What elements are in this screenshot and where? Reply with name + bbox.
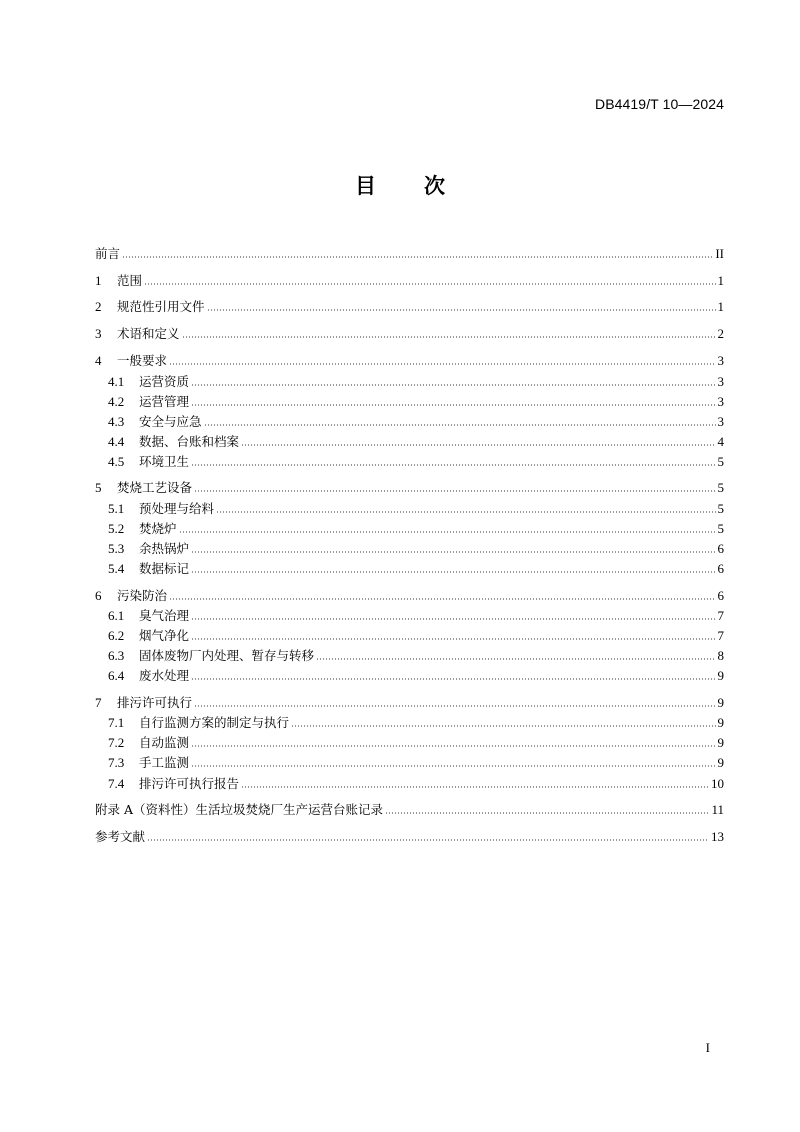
toc-entry-page: 1 xyxy=(717,299,724,314)
dot-leader xyxy=(194,490,715,492)
dot-leader xyxy=(169,598,715,600)
toc-entry-number: 5.4 xyxy=(108,561,125,576)
toc-entry-label: 规范性引用文件 xyxy=(117,299,205,314)
dot-leader xyxy=(216,511,715,513)
toc-entry[interactable] xyxy=(95,351,724,371)
toc-entry-page: 6 xyxy=(717,561,724,576)
toc-entry-number: 5.1 xyxy=(108,501,125,516)
toc-entry-number: 7 xyxy=(95,695,102,710)
toc-entry-label: 自动监测 xyxy=(139,735,190,750)
dot-leader xyxy=(144,283,715,285)
dot-leader xyxy=(122,256,713,258)
toc-entry-page: 5 xyxy=(717,454,724,469)
toc-entry-label: 固体废物厂内处理、暂存与转移 xyxy=(139,648,315,663)
toc-entry-page: 3 xyxy=(717,414,724,429)
toc-entry-number: 6.1 xyxy=(108,608,125,623)
dot-leader xyxy=(169,363,715,365)
dot-leader xyxy=(241,444,715,446)
page-number: I xyxy=(705,1040,710,1055)
toc-entry-number: 4.2 xyxy=(108,394,125,409)
toc-entry[interactable] xyxy=(108,733,724,753)
toc-entry[interactable] xyxy=(108,539,724,559)
toc-entry-label: 焚烧工艺设备 xyxy=(117,480,193,495)
toc-entry-number: 4.3 xyxy=(108,414,125,429)
dot-leader xyxy=(191,404,715,406)
toc-entry-number: 5.2 xyxy=(108,521,125,536)
toc-entry-label: 术语和定义 xyxy=(117,326,180,341)
dot-leader xyxy=(147,839,709,841)
dot-leader xyxy=(204,424,716,426)
dot-leader xyxy=(316,658,715,660)
toc-entry-label: 环境卫生 xyxy=(139,454,190,469)
dot-leader xyxy=(191,678,715,680)
toc-entry-number: 3 xyxy=(95,326,102,341)
toc-entry[interactable] xyxy=(108,666,724,686)
toc-entry-number: 4.4 xyxy=(108,434,125,449)
toc-entry-page: 5 xyxy=(717,480,724,495)
toc-entry[interactable] xyxy=(95,800,724,820)
toc-entry-number: 5 xyxy=(95,480,102,495)
toc-entry-page: 11 xyxy=(711,802,724,817)
toc-entry-page: 13 xyxy=(711,829,724,844)
toc-entry-label: 运营管理 xyxy=(139,394,190,409)
toc-entry-page: 6 xyxy=(717,588,724,603)
toc-entry[interactable] xyxy=(108,519,724,539)
toc-entry-number: 2 xyxy=(95,299,102,314)
toc-entry-number: 6 xyxy=(95,588,102,603)
page-title xyxy=(0,170,800,200)
toc-entry-page: 9 xyxy=(717,755,724,770)
toc-entry-page: 10 xyxy=(711,776,724,791)
toc-entry-number: 7.3 xyxy=(108,755,125,770)
toc-entry-label: 预处理与给料 xyxy=(139,501,215,516)
toc-entry-label: 前言 xyxy=(95,246,121,261)
toc-entry[interactable] xyxy=(95,324,724,344)
toc-entry-label: 排污许可执行报告 xyxy=(139,776,240,791)
toc-entry[interactable] xyxy=(108,452,724,472)
toc-entry-page: 3 xyxy=(717,394,724,409)
toc-entry-number: 4.5 xyxy=(108,454,125,469)
title-char-left: 目 xyxy=(355,174,376,198)
toc-entry-page: 3 xyxy=(717,353,724,368)
toc-entry-label: 污染防治 xyxy=(117,588,168,603)
title-char-right: 次 xyxy=(424,174,445,198)
dot-leader xyxy=(241,786,709,788)
toc-entry-label: 臭气治理 xyxy=(139,608,190,623)
dot-leader xyxy=(291,725,715,727)
dot-leader xyxy=(191,384,715,386)
toc-entry-page: 8 xyxy=(717,648,724,663)
toc-entry[interactable] xyxy=(108,392,724,412)
toc-entry-number: 4 xyxy=(95,353,102,368)
toc-entry-label: 附录 A（资料性）生活垃圾焚烧厂生产运营台账记录 xyxy=(95,802,384,817)
toc-entry-number: 7.1 xyxy=(108,715,125,730)
toc-entry-page: 7 xyxy=(717,628,724,643)
toc-entry[interactable] xyxy=(108,774,724,794)
toc-entry-page: 5 xyxy=(717,501,724,516)
toc-entry-label: 废水处理 xyxy=(139,668,190,683)
toc-entry[interactable] xyxy=(108,372,724,392)
toc-entry-page: 9 xyxy=(717,715,724,730)
dot-leader xyxy=(191,571,715,573)
toc-entry-number: 7.4 xyxy=(108,776,125,791)
toc-entry[interactable] xyxy=(108,646,724,666)
toc-entry[interactable] xyxy=(108,432,724,452)
toc-entry-number: 1 xyxy=(95,273,102,288)
toc-entry-page: II xyxy=(715,246,724,261)
toc-entry-number: 6.3 xyxy=(108,648,125,663)
toc-entry[interactable] xyxy=(108,499,724,519)
toc-entry-page: 6 xyxy=(717,541,724,556)
toc-entry-label: 烟气净化 xyxy=(139,628,190,643)
toc-entry-label: 数据、台账和档案 xyxy=(139,434,240,449)
toc-entry[interactable] xyxy=(95,297,724,317)
toc-entry-label: 参考文献 xyxy=(95,829,146,844)
toc-entry-label: 一般要求 xyxy=(117,353,168,368)
dot-leader xyxy=(191,618,715,620)
toc-entry-page: 1 xyxy=(717,273,724,288)
dot-leader xyxy=(191,638,715,640)
toc-entry-label: 余热锅炉 xyxy=(139,541,190,556)
dot-leader xyxy=(194,705,715,707)
dot-leader xyxy=(191,765,715,767)
toc-entry-page: 9 xyxy=(717,735,724,750)
toc-entry-label: 数据标记 xyxy=(139,561,190,576)
dot-leader xyxy=(191,745,715,747)
toc-entry-page: 2 xyxy=(717,326,724,341)
toc-entry-number: 6.4 xyxy=(108,668,125,683)
toc-entry-label: 排污许可执行 xyxy=(117,695,193,710)
toc-entry-number: 7.2 xyxy=(108,735,125,750)
toc-entry[interactable] xyxy=(108,606,724,626)
toc-entry-number: 4.1 xyxy=(108,374,125,389)
toc-entry-page: 4 xyxy=(717,434,724,449)
toc-entry[interactable] xyxy=(95,586,724,606)
toc-entry-number: 6.2 xyxy=(108,628,125,643)
dot-leader xyxy=(182,336,716,338)
toc-entry[interactable] xyxy=(108,753,724,773)
toc-entry-number: 5.3 xyxy=(108,541,125,556)
dot-leader xyxy=(179,531,716,533)
toc-entry[interactable] xyxy=(95,478,724,498)
toc-entry[interactable] xyxy=(95,827,724,847)
toc-entry[interactable] xyxy=(108,412,724,432)
toc-entry[interactable] xyxy=(108,713,724,733)
toc-entry-label: 安全与应急 xyxy=(139,414,202,429)
toc-entry-page: 5 xyxy=(717,521,724,536)
toc-entry-label: 运营资质 xyxy=(139,374,190,389)
toc-entry-page: 9 xyxy=(717,668,724,683)
toc-entry[interactable] xyxy=(108,559,724,579)
toc-entry-page: 9 xyxy=(717,695,724,710)
toc-entry[interactable] xyxy=(95,271,724,291)
toc-entry[interactable] xyxy=(108,626,724,646)
dot-leader xyxy=(191,551,715,553)
toc-entry-label: 自行监测方案的制定与执行 xyxy=(139,715,290,730)
toc-entry-label: 焚烧炉 xyxy=(139,521,177,536)
toc-entry-page: 7 xyxy=(717,608,724,623)
toc-entry-page: 3 xyxy=(717,374,724,389)
dot-leader xyxy=(207,309,716,311)
toc-entry-label: 范围 xyxy=(117,273,143,288)
toc-entry[interactable] xyxy=(95,244,724,264)
toc-entry[interactable] xyxy=(95,693,724,713)
dot-leader xyxy=(191,464,715,466)
toc-entry-label: 手工监测 xyxy=(139,755,190,770)
document-number: DB4419/T 10—2024 xyxy=(595,96,724,112)
dot-leader xyxy=(385,812,709,814)
